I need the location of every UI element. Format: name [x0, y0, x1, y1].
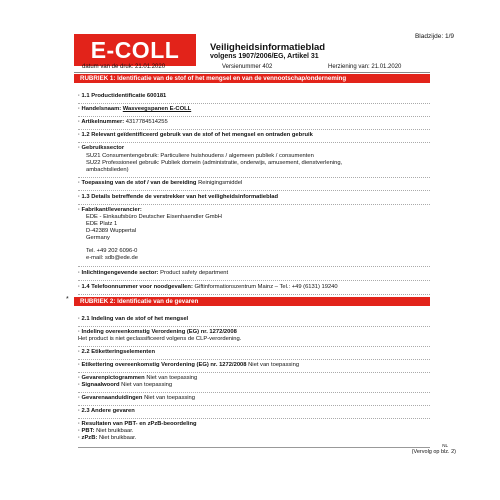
- separator: [78, 359, 430, 360]
- relevant-use: · 1.2 Relevant geïdentificeerd gebruik van de stof of het mengsel en ontraden gebruik: [78, 132, 313, 138]
- separator: [78, 294, 430, 295]
- labelling-label: · Etikettering overeenkomstig Verordening (EG) nr. 1272/2008: [78, 362, 247, 368]
- article-number-label: · Artikelnummer:: [78, 119, 125, 125]
- vpvb-label: · zPzB:: [78, 435, 98, 441]
- vpvb-value: Niet bruikbaar.: [98, 435, 137, 441]
- other-hazards: · 2.3 Andere gevaren: [78, 408, 135, 414]
- trade-name-label: · Handelsnaam:: [78, 106, 122, 112]
- section-2-header: RUBRIEK 2: Identificatie van de gevaren: [74, 297, 430, 306]
- manufacturer-label: · Fabrikant/leverancier:: [78, 207, 142, 213]
- hazard-statements-label: · Gevarenaanduidingen: [78, 395, 143, 401]
- separator: [78, 177, 430, 178]
- separator: [78, 280, 430, 281]
- footer-rule: [78, 447, 430, 448]
- print-date: datum van de druk: 21.01.2020: [82, 64, 166, 70]
- application: [78, 180, 242, 186]
- article-number-value: 4317784514255: [125, 119, 168, 125]
- separator: [78, 129, 430, 130]
- pbt-results: · Resultaten van PBT- en zPzB-beoordeling: [78, 421, 197, 427]
- document-title: Veiligheidsinformatieblad: [210, 42, 326, 53]
- regulation-label: · Indeling overeenkomstig Verordening (EG) nr. 1272/2008: [78, 329, 237, 335]
- info-department-value: Product safety department: [160, 270, 229, 276]
- supplier-details: · 1.3 Details betreffende de verstrekker van het veiligheidsinformatieblad: [78, 194, 279, 200]
- info-department: [78, 270, 228, 276]
- hazard-pictograms: [78, 375, 197, 381]
- separator: [78, 392, 430, 393]
- separator: [78, 372, 430, 373]
- company-email[interactable]: e-mail: sdb@ede.de: [86, 255, 138, 261]
- regulation-text: Het product is niet geclassificeerd volgens de CLP-verordening.: [78, 336, 242, 342]
- emergency-phone: [78, 284, 338, 290]
- signal-word-value: Niet van toepassing: [121, 382, 173, 388]
- continued-note: (Vervolg op blz. 2): [411, 449, 456, 455]
- use-sector-su21: SU21 Consumentengebruik: Particuliere huishoudens / algemeen publiek / consumenten: [86, 153, 314, 159]
- separator: [78, 405, 430, 406]
- company-city: D-42389 Wuppertal: [86, 228, 137, 234]
- separator: [78, 190, 430, 191]
- hazard-statements: [78, 395, 195, 401]
- separator: [78, 103, 430, 104]
- label-elements: · 2.2 Etiketteringselementen: [78, 349, 155, 355]
- company-street: EDE Platz 1: [86, 221, 118, 227]
- separator: [78, 142, 430, 143]
- classification: · 2.1 Indeling van de stof of het mengsel: [78, 316, 189, 322]
- article-number: [78, 119, 168, 125]
- page-number: Bladzijde: 1/9: [414, 33, 454, 40]
- header-rule: [74, 72, 430, 73]
- document-subtitle: volgens 1907/2006/EG, Artikel 31: [210, 53, 319, 60]
- labelling: [78, 362, 299, 368]
- pbt-value: Niet bruikbaar.: [96, 428, 134, 434]
- pbt: [78, 428, 133, 434]
- company-country: Germany: [86, 235, 110, 241]
- pictograms-label: · Gevarenpictogrammen: [78, 375, 145, 381]
- application-label: · Toepassing van de stof / van de bereiding: [78, 180, 197, 186]
- signal-word: [78, 382, 172, 388]
- emergency-phone-label: · 1.4 Telefoonnummer voor noodgevallen:: [78, 284, 193, 290]
- language-tag: NL: [442, 443, 448, 448]
- separator: [78, 418, 430, 419]
- pictograms-value: Niet van toepassing: [146, 375, 198, 381]
- signal-word-label: · Signaalwoord: [78, 382, 120, 388]
- use-sector-label: · Gebruikssector: [78, 145, 125, 151]
- separator: [78, 346, 430, 347]
- section-1-header: RUBRIEK 1: Identificatie van de stof of het mengsel en van de vennootschap/onderneming: [74, 74, 430, 83]
- e-coll-logo: E-COLL: [74, 34, 196, 66]
- hazard-statements-value: Niet van toepassing: [144, 395, 195, 401]
- company-name: EDE - Einkaufsbüro Deutscher Eisenhaendler GmbH: [86, 214, 222, 220]
- info-department-label: · Inlichtingengevende sector:: [78, 270, 159, 276]
- vpvb: [78, 435, 136, 441]
- trade-name-value: Wasveegspanen E-COLL: [122, 106, 192, 112]
- use-sector-su22-cont: ambachtslieden): [86, 167, 129, 173]
- version-number: Versienummer 402: [222, 64, 273, 70]
- separator: [78, 204, 430, 205]
- revision-marker: *: [66, 296, 69, 303]
- separator: [78, 326, 430, 327]
- separator: [78, 116, 430, 117]
- application-value: Reinigingsmiddel: [198, 180, 243, 186]
- pbt-label: · PBT:: [78, 428, 95, 434]
- labelling-value: Niet van toepassing: [248, 362, 300, 368]
- emergency-phone-value: Giftinformationszentrum Mainz – Tel.: +49 (6131) 19240: [194, 284, 338, 290]
- revision-date: Herziening van: 21.01.2020: [328, 64, 402, 70]
- separator: [78, 266, 430, 267]
- company-phone: Tel. +49 202 6096-0: [86, 248, 138, 254]
- trade-name: [78, 106, 191, 112]
- product-identifier: · 1.1 Productidentificatie 600181: [78, 93, 167, 99]
- use-sector-su22: SU22 Professioneel gebruik: Publiek domein (administratie, onderwijs, amusement, dienstverlening,: [86, 160, 343, 166]
